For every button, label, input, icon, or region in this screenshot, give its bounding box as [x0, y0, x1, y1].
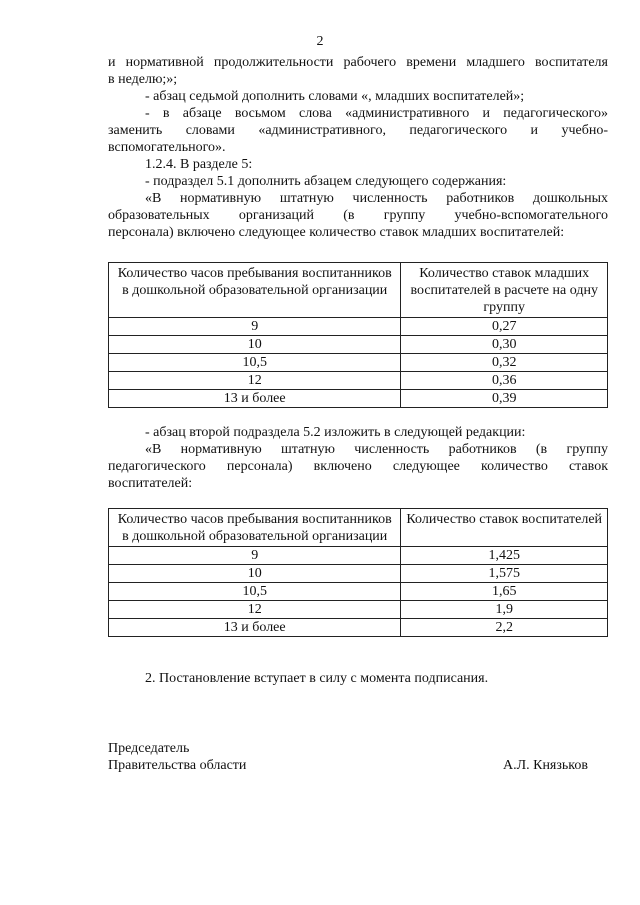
table-cell: 9 — [109, 318, 401, 336]
paragraph-line: 2. Постановление вступает в силу с момента подписания. — [145, 671, 489, 686]
signatory-name: А.Л. Князьков — [503, 758, 588, 773]
column-header-hours: Количество часов пребывания воспитанников в дошкольной образовательной организации — [109, 509, 401, 547]
paragraph-line: - абзац седьмой дополнить словами «, младших воспитателей»; — [145, 89, 525, 104]
table-cell: 10 — [109, 565, 401, 583]
paragraph-line: «В нормативную штатную численность работников дошкольных — [145, 191, 608, 206]
section-heading: 1.2.4. В разделе 5: — [145, 157, 253, 172]
paragraph-line: - абзац второй подраздела 5.2 изложить в следующей редакции: — [145, 425, 526, 440]
table-row — [109, 565, 608, 583]
table-header-row — [109, 263, 608, 318]
table-cell: 0,36 — [401, 372, 608, 390]
table-cell: 9 — [109, 547, 401, 565]
junior-educators-rates-table — [108, 262, 608, 408]
table-cell: 2,2 — [401, 619, 608, 637]
table-header-row — [109, 509, 608, 547]
table-cell: 1,425 — [401, 547, 608, 565]
signature-title-line-2: Правительства области — [108, 758, 247, 773]
page-number: 2 — [316, 34, 324, 49]
column-header-hours: Количество часов пребывания воспитанников в дошкольной образовательной организации — [109, 263, 401, 318]
column-header-rates: Количество ставок младших воспитателей в расчете на одну группу — [401, 263, 608, 318]
table-cell: 10,5 — [109, 583, 401, 601]
table-cell: 10 — [109, 336, 401, 354]
paragraph-line: персонала) включено следующее количество ставок младших воспитателей: — [108, 225, 565, 240]
table-row — [109, 619, 608, 637]
table-cell: 12 — [109, 372, 401, 390]
paragraph-line: в неделю;»; — [108, 72, 178, 87]
table-cell: 0,30 — [401, 336, 608, 354]
paragraph-line: - в абзаце восьмом слова «административного и педагогического» — [145, 106, 608, 121]
table-row — [109, 601, 608, 619]
table-row — [109, 583, 608, 601]
table-cell: 0,39 — [401, 390, 608, 408]
table-cell: 1,9 — [401, 601, 608, 619]
table-cell: 10,5 — [109, 354, 401, 372]
paragraph-line: педагогического персонала) включено следующее количество ставок — [108, 459, 608, 474]
paragraph-line: заменить словами «административного, педагогического и учебно- — [108, 123, 608, 138]
paragraph-line: - подраздел 5.1 дополнить абзацем следующего содержания: — [145, 174, 507, 189]
signature-title-line-1: Председатель — [108, 741, 190, 756]
table-row — [109, 372, 608, 390]
table-row — [109, 318, 608, 336]
paragraph-line: образовательных организаций (в группу учебно-вспомогательного — [108, 208, 608, 223]
signature-block — [108, 740, 588, 774]
amendment-text-block-1 — [108, 54, 608, 241]
table-cell: 12 — [109, 601, 401, 619]
table-cell: 1,575 — [401, 565, 608, 583]
table-row — [109, 336, 608, 354]
table-cell: 0,32 — [401, 354, 608, 372]
table-row — [109, 547, 608, 565]
table-cell: 1,65 — [401, 583, 608, 601]
table-row — [109, 390, 608, 408]
paragraph-line: и нормативной продолжительности рабочего времени младшего воспитателя — [108, 55, 608, 70]
column-header-rates: Количество ставок воспитателей — [401, 509, 608, 547]
paragraph-line: вспомогательного». — [108, 140, 226, 155]
amendment-text-block-2 — [108, 424, 608, 492]
table-cell: 13 и более — [109, 619, 401, 637]
table-cell: 13 и более — [109, 390, 401, 408]
educators-rates-table — [108, 508, 608, 637]
closing-paragraph — [108, 670, 608, 687]
paragraph-line: воспитателей: — [108, 476, 193, 491]
table-row — [109, 354, 608, 372]
paragraph-line: «В нормативную штатную численность работников (в группу — [145, 442, 608, 457]
table-cell: 0,27 — [401, 318, 608, 336]
